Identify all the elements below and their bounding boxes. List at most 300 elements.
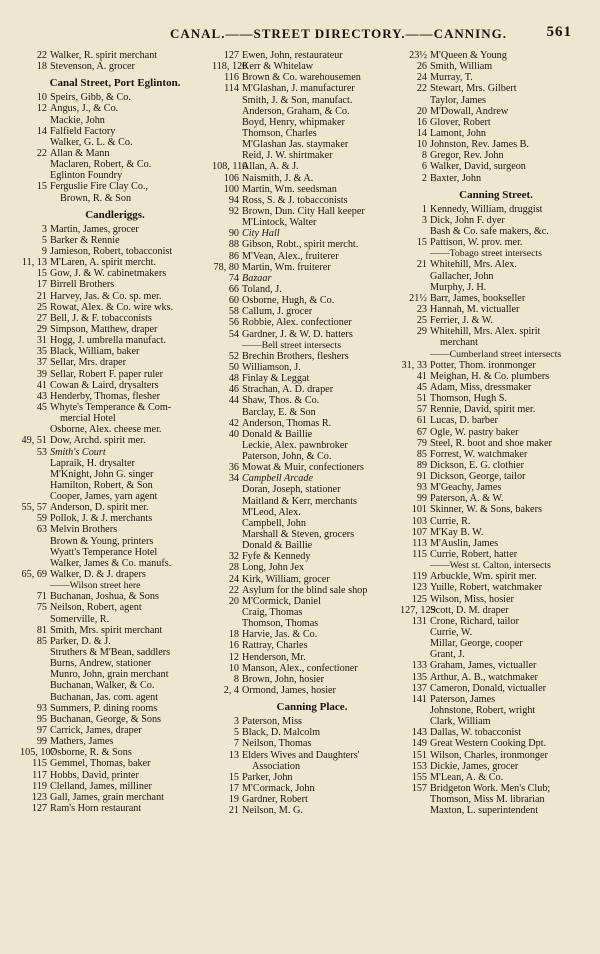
- entry-text: M'Lean, A. & Co.: [430, 771, 504, 783]
- entry-number: 106: [223, 172, 239, 184]
- entry-number: 93: [36, 702, 47, 714]
- directory-entry: [20, 346, 210, 357]
- entry-text: Leckie, Alex. pawnbroker: [242, 439, 348, 451]
- entry-number: 17: [36, 279, 47, 291]
- entry-text: Clelland, James, milliner: [50, 780, 152, 792]
- entry-number: 23: [416, 303, 427, 315]
- directory-entry: [20, 714, 210, 725]
- entry-text: Walker, G. L. & Co.: [50, 136, 133, 148]
- directory-entry: [20, 435, 210, 446]
- entry-text: Buchanan, Walker, & Co.: [50, 680, 155, 692]
- entry-text: Arbuckle, Wm. spirit mer.: [430, 571, 537, 583]
- entry-number: 34: [228, 473, 239, 485]
- entry-number: 117: [32, 769, 47, 781]
- entry-text: Brown, R. & Son: [60, 192, 132, 204]
- directory-entry: [400, 627, 592, 638]
- entry-text: Kennedy, William, druggist: [430, 203, 543, 215]
- entry-text: Gardner, J. & W. D. hatters: [242, 328, 353, 340]
- directory-entry: [20, 447, 210, 458]
- entry-number: 97: [36, 725, 47, 737]
- directory-entry: [212, 217, 412, 228]
- entry-text: Thomson, Hugh S.: [430, 393, 507, 405]
- entry-number: 24: [416, 72, 427, 84]
- entry-number: 99: [36, 736, 47, 748]
- directory-entry: [400, 672, 592, 683]
- directory-entry: [400, 449, 592, 460]
- entry-text: Neilson, M. G.: [242, 805, 303, 817]
- directory-entry: [212, 106, 412, 117]
- entry-number: 101: [411, 504, 427, 516]
- directory-entry: [212, 373, 412, 384]
- entry-text: Scott, D. M. draper: [430, 604, 509, 616]
- entry-text: Burns, Andrew, stationer: [50, 658, 152, 670]
- entry-number: 40: [228, 428, 239, 440]
- entry-number: 52: [228, 350, 239, 362]
- entry-text: Smith, William: [430, 61, 493, 73]
- entry-number: 29: [36, 323, 47, 335]
- directory-entry: [20, 391, 210, 402]
- entry-text: Dow, Archd. spirit mer.: [50, 435, 146, 447]
- entry-number: 16: [228, 640, 239, 652]
- entry-number: 29: [416, 326, 427, 338]
- entry-number: 31: [36, 335, 47, 347]
- directory-entry: [400, 761, 592, 772]
- directory-entry: [212, 750, 412, 761]
- directory-entry: [400, 750, 592, 761]
- directory-entry: [20, 357, 210, 368]
- entry-text: Crone, Richard, tailor: [430, 615, 519, 627]
- directory-entry: [20, 669, 210, 680]
- directory-entry: [212, 507, 412, 518]
- entry-number: 31, 33: [401, 359, 427, 371]
- entry-number: 57: [416, 404, 427, 416]
- entry-text: Cowan & Laird, drysalters: [50, 379, 159, 391]
- entry-number: 157: [411, 783, 427, 794]
- entry-number: 15: [36, 181, 47, 193]
- directory-entry: [20, 736, 210, 747]
- directory-entry: [212, 429, 412, 440]
- entry-text: Robbie, Alex. confectioner: [242, 317, 352, 329]
- directory-entry: [212, 783, 412, 794]
- entry-text: Walker, R. spirit merchant: [50, 50, 158, 61]
- entry-number: 151: [411, 749, 427, 761]
- entry-text: M'Dowall, Andrew: [430, 105, 509, 117]
- intersection-note: [20, 580, 210, 591]
- directory-entry: [400, 427, 592, 438]
- directory-entry: [212, 574, 412, 585]
- directory-entry: [400, 371, 592, 382]
- entry-number: 41: [36, 379, 47, 391]
- directory-entry: [212, 395, 412, 406]
- entry-text: Shaw, Thos. & Co.: [242, 395, 320, 407]
- entry-text: Lapraik, H. drysalter: [50, 457, 135, 469]
- directory-entry: [400, 382, 592, 393]
- directory-entry: [20, 524, 210, 535]
- directory-entry: [20, 148, 210, 159]
- directory-entry: [20, 402, 210, 413]
- directory-entry: [400, 616, 592, 627]
- entry-number: 127: [223, 50, 239, 61]
- entry-number: 115: [412, 549, 427, 561]
- entry-text: Buchanan, George, & Sons: [50, 713, 162, 725]
- entry-text: Barker & Rennie: [50, 234, 120, 246]
- entry-text: Asylum for the blind sale shop: [242, 584, 368, 596]
- entry-text: Cameron, Donald, victualler: [430, 682, 546, 694]
- directory-entry: [212, 805, 412, 816]
- directory-entry: [400, 404, 592, 415]
- entry-text: ——West st. Calton, intersects: [430, 560, 551, 572]
- directory-entry: [212, 362, 412, 373]
- directory-entry: [400, 204, 592, 215]
- directory-entry: [20, 92, 210, 103]
- entry-number: 36: [228, 462, 239, 474]
- directory-entry: [20, 781, 210, 792]
- entry-text: Thomson, Charles: [242, 127, 317, 139]
- directory-entry: [400, 482, 592, 493]
- directory-entry: [400, 161, 592, 172]
- directory-entry: [20, 725, 210, 736]
- entry-text: Forrest, W. watchmaker: [430, 448, 528, 460]
- entry-number: 55, 57: [21, 502, 47, 514]
- entry-text: Brown, John, hosier: [242, 673, 325, 685]
- entry-text: Manson, Alex., confectioner: [242, 662, 358, 674]
- entry-text: Hannah, M. victualler: [430, 303, 520, 315]
- entry-text: Henderson, Mr.: [242, 651, 306, 663]
- directory-entry: [400, 226, 592, 237]
- directory-entry: [400, 293, 592, 304]
- directory-entry: [400, 716, 592, 727]
- page-header: [0, 18, 600, 40]
- entry-text: Parker, D. & J.: [50, 635, 111, 647]
- entry-number: 9: [41, 245, 47, 257]
- entry-number: 49, 51: [21, 435, 47, 447]
- directory-entry: [212, 674, 412, 685]
- directory-entry: [20, 536, 210, 547]
- entry-text: Campbell, John: [242, 517, 306, 529]
- entry-text: ——Tobago street intersects: [430, 248, 542, 260]
- entry-number: 103: [411, 515, 427, 527]
- entry-number: 41: [416, 370, 427, 382]
- entry-number: 2, 4: [223, 685, 239, 697]
- entry-text: Glover, Robert: [430, 116, 491, 128]
- directory-entry: [212, 72, 412, 83]
- directory-entry: [400, 694, 592, 705]
- entry-number: 143: [411, 727, 427, 739]
- entry-text: Currie, R.: [430, 515, 471, 527]
- directory-entry: [20, 246, 210, 257]
- entry-text: M'Cormack, John: [242, 783, 315, 794]
- entry-text: Harvey, Jas. & Co. sp. mer.: [50, 290, 162, 302]
- street-heading-text: Candleriggs.: [85, 208, 145, 221]
- entry-number: 20: [228, 595, 239, 607]
- directory-entry: [20, 159, 210, 170]
- directory-entry: [400, 504, 592, 515]
- directory-entry: [400, 738, 592, 749]
- entry-text: Martin, Wm. fruiterer: [242, 261, 331, 273]
- directory-entry: [400, 315, 592, 326]
- entry-number: 53: [36, 446, 47, 458]
- entry-number: 37: [36, 357, 47, 369]
- entry-number: 56: [228, 317, 239, 329]
- entry-text: Williamson, J.: [242, 361, 301, 373]
- entry-text: Barr, James, bookseller: [430, 292, 526, 304]
- directory-entry: [20, 170, 210, 181]
- directory-entry: [212, 685, 412, 696]
- directory-entry: [212, 351, 412, 362]
- directory-entry: [400, 549, 592, 560]
- entry-number: 65, 69: [21, 569, 47, 581]
- entry-text: Whyte's Temperance & Com-: [50, 401, 172, 413]
- entry-text: Pattison, W. prov. mer.: [430, 237, 523, 249]
- entry-number: 3: [233, 716, 239, 728]
- entry-text: Walker, D. & J. drapers: [50, 569, 146, 581]
- entry-number: 59: [36, 513, 47, 525]
- entry-number: 119: [412, 571, 427, 583]
- entry-text: Somerville, R.: [50, 613, 110, 625]
- directory-entry: [212, 663, 412, 674]
- entry-text: Paterson, A. & W.: [430, 493, 504, 505]
- directory-entry: [212, 306, 412, 317]
- entry-number: 51: [416, 393, 427, 405]
- entry-number: 123: [411, 582, 427, 594]
- entry-text: Gallacher, John: [430, 270, 494, 282]
- entry-number: 115: [32, 758, 47, 770]
- entry-number: 107: [411, 526, 427, 538]
- entry-number: 95: [36, 713, 47, 725]
- entry-number: 20: [416, 105, 427, 117]
- directory-entry: [212, 317, 412, 328]
- directory-entry: [20, 602, 210, 613]
- entry-text: Taylor, James: [430, 94, 487, 106]
- street-heading: [212, 696, 412, 716]
- entry-text: Baxter, John: [430, 172, 482, 184]
- entry-number: 15: [36, 268, 47, 280]
- directory-entry: [212, 195, 412, 206]
- entry-number: 123: [31, 791, 47, 803]
- entry-number: 27: [36, 312, 47, 324]
- running-title: CANAL.——STREET DIRECTORY.——CANNING.: [170, 26, 507, 41]
- directory-entry: [20, 103, 210, 114]
- entry-number: 18: [228, 629, 239, 641]
- entry-number: 92: [228, 205, 239, 217]
- entry-text: Summers, P. dining rooms: [50, 702, 158, 714]
- directory-entry: [20, 61, 210, 72]
- intersection-note: [212, 340, 412, 351]
- entry-text: Marshall & Steven, grocers: [242, 529, 355, 541]
- directory-entry: [212, 794, 412, 805]
- entry-number: 43: [36, 390, 47, 402]
- directory-entry: [400, 727, 592, 738]
- column-1: [20, 50, 210, 814]
- entry-text: Currie, W.: [430, 627, 473, 639]
- entry-text: Smith, J. & Son, manufact.: [242, 94, 353, 106]
- entry-number: 105, 107: [20, 747, 56, 759]
- directory-entry: [400, 173, 592, 184]
- entry-number: 28: [228, 562, 239, 574]
- entry-text: Yuille, Robert, watchmaker: [430, 582, 543, 594]
- entry-number: 127, 129: [400, 604, 436, 616]
- directory-entry: [20, 257, 210, 268]
- entry-text: Smith's Court: [50, 446, 106, 458]
- entry-text: Mackie, John: [50, 114, 105, 126]
- entry-number: 6: [421, 161, 427, 173]
- directory-entry: [212, 150, 412, 161]
- entry-text: M'Cormick, Daniel: [242, 595, 321, 607]
- entry-text: Potter, Thom. ironmonger: [430, 359, 536, 371]
- entry-text: Brown & Co. warehousemen: [242, 72, 361, 84]
- directory-entry: [20, 547, 210, 558]
- column-3: [400, 50, 592, 816]
- entry-text: Lucas, D. barber: [430, 415, 498, 427]
- entry-text: Birrell Brothers: [50, 279, 115, 291]
- entry-number: 14: [36, 125, 47, 137]
- entry-number: 149: [411, 738, 427, 750]
- street-heading: [400, 184, 592, 204]
- entry-text: Angus, J., & Co.: [50, 103, 119, 115]
- entry-text: Anderson, Thomas R.: [242, 417, 332, 429]
- entry-number: 1: [421, 203, 427, 215]
- entry-number: 17: [228, 783, 239, 794]
- directory-entry: [20, 115, 210, 126]
- directory-entry: [20, 803, 210, 814]
- entry-text: Lamont, John: [430, 127, 487, 139]
- entry-text: Fyfe & Kennedy: [242, 551, 311, 563]
- directory-entry: [212, 284, 412, 295]
- directory-entry: [20, 268, 210, 279]
- entry-text: Currie, Robert, hatter: [430, 549, 518, 561]
- entry-text: Dickson, George, tailor: [430, 471, 526, 483]
- directory-entry: [212, 716, 412, 727]
- entry-number: 10: [416, 139, 427, 151]
- entry-text: Munro, John, grain merchant: [50, 669, 169, 681]
- directory-entry: [212, 618, 412, 629]
- directory-entry: [212, 562, 412, 573]
- entry-number: 22: [228, 584, 239, 596]
- directory-entry: [212, 95, 412, 106]
- entry-text: Finlay & Leggat: [242, 373, 310, 385]
- entry-text: Osborne, R. & Sons: [50, 747, 132, 759]
- entry-text: Sellar, Mrs. draper: [50, 357, 126, 369]
- entry-number: 116: [224, 72, 239, 84]
- entry-number: 86: [228, 250, 239, 262]
- entry-number: 32: [228, 551, 239, 563]
- directory-entry: [400, 271, 592, 282]
- directory-entry: [20, 424, 210, 435]
- directory-entry: [212, 329, 412, 340]
- entry-text: Naismith, J. & A.: [242, 172, 314, 184]
- entry-number: 22: [416, 83, 427, 95]
- entry-number: 10: [228, 662, 239, 674]
- entry-number: 85: [416, 448, 427, 460]
- directory-entry: [400, 61, 592, 72]
- entry-text: M'Leod, Alex.: [242, 506, 301, 518]
- directory-entry: [20, 469, 210, 480]
- entry-number: 94: [228, 194, 239, 206]
- directory-entry: [212, 161, 412, 172]
- directory-entry: [20, 324, 210, 335]
- entry-text: Graham, James, victualler: [430, 660, 537, 672]
- directory-entry: [400, 117, 592, 128]
- directory-entry: [20, 558, 210, 569]
- directory-entry: [212, 462, 412, 473]
- entry-text: M'Glashan, J. manufacturer: [242, 83, 355, 95]
- entry-number: 67: [416, 426, 427, 438]
- directory-entry: [212, 451, 412, 462]
- entry-number: 90: [228, 228, 239, 240]
- entry-text: Jamieson, Robert, tobacconist: [50, 245, 173, 257]
- entry-number: 42: [228, 417, 239, 429]
- entry-text: Grant, J.: [430, 649, 465, 661]
- directory-entry: [212, 518, 412, 529]
- entry-text: Black, D. Malcolm: [242, 727, 321, 739]
- entry-text: Anderson, Graham, & Co.: [242, 105, 350, 117]
- entry-text: Ormond, James, hosier: [242, 685, 336, 697]
- entry-text: Dickson, E. G. clothier: [430, 459, 524, 471]
- entry-text: Anderson, D. spirit mer.: [50, 502, 149, 514]
- directory-entry: [212, 440, 412, 451]
- directory-entry: [20, 792, 210, 803]
- directory-entry: [212, 173, 412, 184]
- directory-entry: [20, 302, 210, 313]
- directory-entry: [400, 772, 592, 783]
- directory-entry: [400, 516, 592, 527]
- entry-text: Toland, J.: [242, 283, 282, 295]
- entry-text: Dick, John F. dyer: [430, 214, 505, 226]
- entry-number: 21: [228, 805, 239, 817]
- entry-text: M'Auslin, James: [430, 537, 499, 549]
- entry-text: Stevenson, A. grocer: [50, 61, 135, 73]
- directory-entry: [20, 636, 210, 647]
- entry-number: 79: [416, 437, 427, 449]
- directory-entry: [212, 83, 412, 94]
- entry-number: 26: [416, 61, 427, 73]
- directory-entry: [400, 215, 592, 226]
- entry-text: Paterson, James: [430, 693, 496, 705]
- entry-text: Sellar, Robert F. paper ruler: [50, 368, 164, 380]
- entry-text: M'Geachy, James: [430, 482, 502, 494]
- entry-text: Ogle, W. pastry baker: [430, 426, 519, 438]
- entry-number: 113: [412, 537, 427, 549]
- directory-entry: [20, 647, 210, 658]
- directory-entry: [212, 496, 412, 507]
- entry-text: Maclaren, Robert, & Co.: [50, 159, 152, 171]
- entry-text: Ram's Horn restaurant: [50, 803, 142, 814]
- directory-entry: [20, 380, 210, 391]
- directory-entry: [400, 594, 592, 605]
- directory-entry: [212, 139, 412, 150]
- entry-text: Thomson, Thomas: [242, 618, 319, 630]
- entry-text: Pollok, J. & J. merchants: [50, 513, 153, 525]
- street-heading-text: Canning Place.: [276, 701, 348, 714]
- entry-number: 22: [36, 50, 47, 61]
- entry-text: Clark, William: [430, 716, 491, 728]
- directory-entry: [400, 638, 592, 649]
- entry-number: 12: [228, 651, 239, 663]
- entry-text: Donald & Baillie: [242, 428, 313, 440]
- entry-text: Dickie, James, grocer: [430, 760, 519, 772]
- directory-entry: [212, 551, 412, 562]
- entry-number: 2: [421, 172, 427, 184]
- entry-text: Strachan, A. D. draper: [242, 384, 334, 396]
- entry-number: 131: [411, 615, 427, 627]
- entry-number: 127: [31, 803, 47, 814]
- directory-entry: [20, 692, 210, 703]
- entry-text: Murphy, J. H.: [430, 281, 487, 293]
- entry-text: Osborne, Alex. cheese mer.: [50, 424, 162, 436]
- entry-text: Carrick, James, draper: [50, 725, 142, 737]
- entry-text: Melvin Brothers: [50, 524, 118, 536]
- entry-text: Harvie, Jas. & Co.: [242, 629, 318, 641]
